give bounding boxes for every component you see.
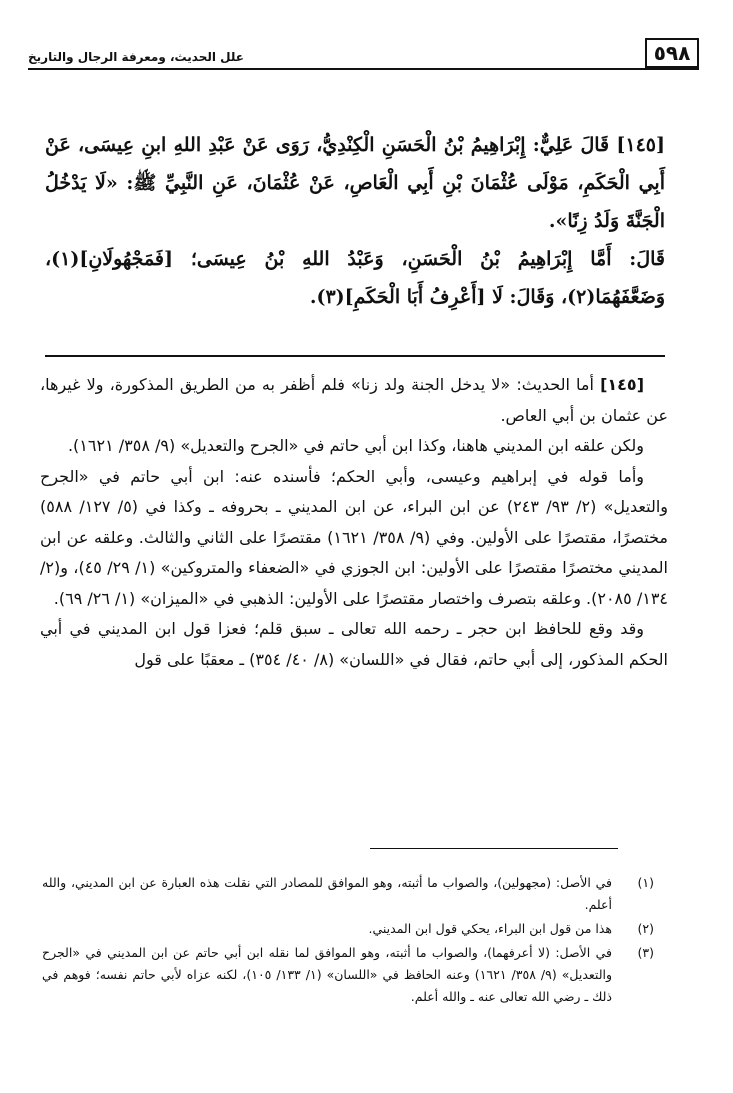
commentary <box>40 370 668 675</box>
footnote-number: (١) <box>637 875 654 890</box>
footnote-number: (٢) <box>637 921 654 936</box>
main-paragraph-1: [١٤٥] قَالَ عَلِيٌّ: إِبْرَاهِيمُ بْنُ الْحَسَنِ الْكِنْدِيُّ، رَوَى عَنْ عَبْدِ اللهِ ابنِ عِيسَى، عَنْ أَبِي الْحَكَمِ، مَوْلَى عُثْمَانَ بْنِ أَبِي الْعَاصِ، عَنْ عُثْمَانَ، عَنِ النَّبِيِّ ﷺ: «لَا يَدْخُلُ الْجَنَّةَ وَلَدُ زِنًا». <box>45 134 665 232</box>
page-header <box>28 38 699 70</box>
commentary-number: [١٤٥] <box>600 375 644 394</box>
footnote-text: في الأصل: (لا أعرفهما)، والصواب ما أثبته، وهو الموافق لما نقله ابن أبي حاتم عن ابن المديني في «الجرح والتعديل» (٩/ ٣٥٨/ ١٦٢١) وعنه الحافظ في «اللسان» (١/ ١٣٣/ ١٠٥)، لكنه عزاه لأبي حاتم نفسه؛ فوهم في ذلك ـ رضي الله تعالى عنه ـ والله أعلم. <box>42 945 613 1004</box>
footnotes <box>42 872 654 1010</box>
commentary-text-1: أما الحديث: «لا يدخل الجنة ولد زنا» فلم أظفر به من الطريق المذكورة، ولا غيرها، عن عثمان بن أبي العاص. <box>40 375 668 425</box>
main-text <box>45 126 665 316</box>
footnote <box>42 918 654 940</box>
footnote <box>42 942 654 1008</box>
footnote <box>42 872 654 916</box>
commentary-paragraph-1 <box>40 370 668 431</box>
running-title: علل الحديث، ومعرفة الرجال والتاريخ <box>28 50 244 64</box>
footnote-separator <box>370 848 618 849</box>
footnote-text: هذا من قول ابن البراء، يحكي قول ابن المديني. <box>368 921 612 936</box>
footnote-number: (٣) <box>637 945 654 960</box>
commentary-paragraph-3: وأما قوله في إبراهيم وعيسى، وأبي الحكم؛ فأسنده عنه: ابن أبي حاتم في «الجرح والتعديل» (٢/ ٩٣/ ٢٤٣) عن ابن البراء، عن ابن المديني ـ بحروفه ـ وكذا في (٥/ ١٢٧/ ٥٨٨) مختصرًا، مقتصرًا على الأولين. وفي (٩/ ٣٥٨/ ١٦٢١) مقتصرًا على الثاني والثالث. وعلقه عن ابن المديني مختصرًا مقتصرًا على الأولين: ابن الجوزي في «الضعفاء والمتروكين» (١/ ٢٩/ ٤٥)، و(٢/ ١٣٤/ ٢٠٨٥). وعلقه بتصرف واختصار مقتصرًا على الأولين: الذهبي في «الميزان» (١/ ٢٦/ ٦٩). <box>40 466 668 608</box>
commentary-paragraph-2: ولكن علقه ابن المديني هاهنا، وكذا ابن أبي حاتم في «الجرح والتعديل» (٩/ ٣٥٨/ ١٦٢١). <box>67 436 644 455</box>
footnote-text: في الأصل: (مجهولين)، والصواب ما أثبته، وهو الموافق للمصادر التي نقلت هذه العبارة عن ابن المديني، والله أعلم. <box>42 875 612 912</box>
page-number: ٥٩٨ <box>645 38 699 68</box>
main-paragraph-2: قَالَ: أَمَّا إِبْرَاهِيمُ بْنُ الْحَسَنِ، وَعَبْدُ اللهِ بْنُ عِيسَى؛ [فَمَجْهُولَانِ](١)، وَضَعَّفَهُمَا(٢)، وَقَالَ: لَا [أَعْرِفُ أَبَا الْحَكَمِ](٣). <box>45 248 665 308</box>
text-separator <box>45 355 665 357</box>
commentary-paragraph-4: وقد وقع للحافظ ابن حجر ـ رحمه الله تعالى ـ سبق قلم؛ فعزا قول ابن المديني في أبي الحكم المذكور، إلى أبي حاتم، فقال في «اللسان» (٨/ ٤٠/ ٣٥٤) ـ معقبًا على قول <box>40 619 668 669</box>
